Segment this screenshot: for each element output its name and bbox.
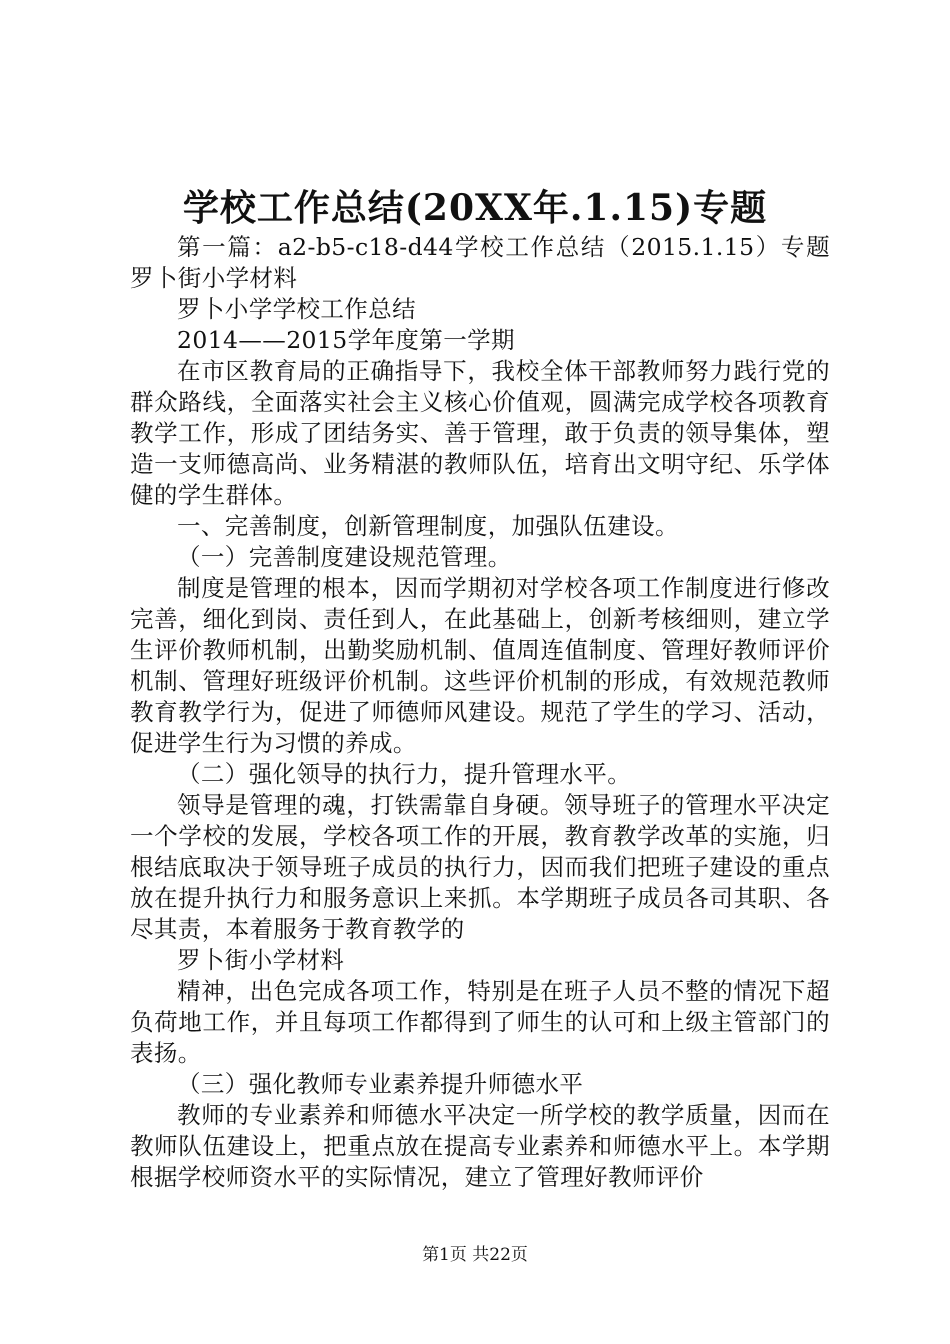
- paragraph-heading-first: 第一篇：a2-b5-c18-d44学校工作总结（2015.1.15）专题罗卜街小学材料: [130, 233, 830, 292]
- subsection-heading-1: （一）完善制度建设规范管理。: [177, 543, 512, 571]
- page-footer: 第1页 共22页: [422, 1245, 528, 1265]
- paragraph-system: 制度是管理的根本，因而学期初对学校各项工作制度进行修改完善，细化到岗、责任到人，在此基础上，创新考核细则，建立学生评价教师机制，出勤奖励机制、值周连值制度、管理好教师评价机制、管理好班级评价机制。这些评价机制的形成，有效规范教师教育教学行为，促进了师德师风建设。规范了学生的学习、活动，促进学生行为习惯的养成。: [130, 574, 830, 757]
- paragraph-leadership: 领导是管理的魂，打铁需靠自身硬。领导班子的管理水平决定一个学校的发展，学校各项工作的开展，教育教学改革的实施，归根结底取决于领导班子成员的执行力，因而我们把班子建设的重点放在提升执行力和服务意识上来抓。本学期班子成员各司其职、各尽其责，本着服务于教育教学的: [130, 791, 830, 943]
- document-body: [130, 232, 830, 1193]
- document-title: 学校工作总结(20XX年.1.15)专题: [182, 187, 768, 229]
- paragraph-term: 2014——2015学年度第一学期: [177, 326, 515, 354]
- paragraph-intro: 在市区教育局的正确指导下，我校全体干部教师努力践行党的群众路线，全面落实社会主义核心价值观，圆满完成学校各项教育教学工作，形成了团结务实、善于管理，敢于负责的领导集体，塑造一支师德高尚、业务精湛的教师队伍，培育出文明守纪、乐学体健的学生群体。: [130, 357, 830, 509]
- subsection-heading-3: （三）强化教师专业素养提升师德水平: [177, 1070, 584, 1098]
- paragraph-report-title: 罗卜小学学校工作总结: [177, 295, 416, 323]
- paragraph-source-mark: 罗卜街小学材料: [177, 946, 345, 974]
- paragraph-spirit: 精神，出色完成各项工作，特别是在班子人员不整的情况下超负荷地工作，并且每项工作都得到了师生的认可和上级主管部门的表扬。: [130, 977, 830, 1067]
- subsection-heading-2: （二）强化领导的执行力，提升管理水平。: [177, 760, 632, 788]
- paragraph-teachers: 教师的专业素养和师德水平决定一所学校的教学质量，因而在教师队伍建设上，把重点放在提高专业素养和师德水平上。本学期根据学校师资水平的实际情况，建立了管理好教师评价: [130, 1101, 830, 1191]
- section-heading-1: 一、完善制度，创新管理制度，加强队伍建设。: [177, 512, 679, 540]
